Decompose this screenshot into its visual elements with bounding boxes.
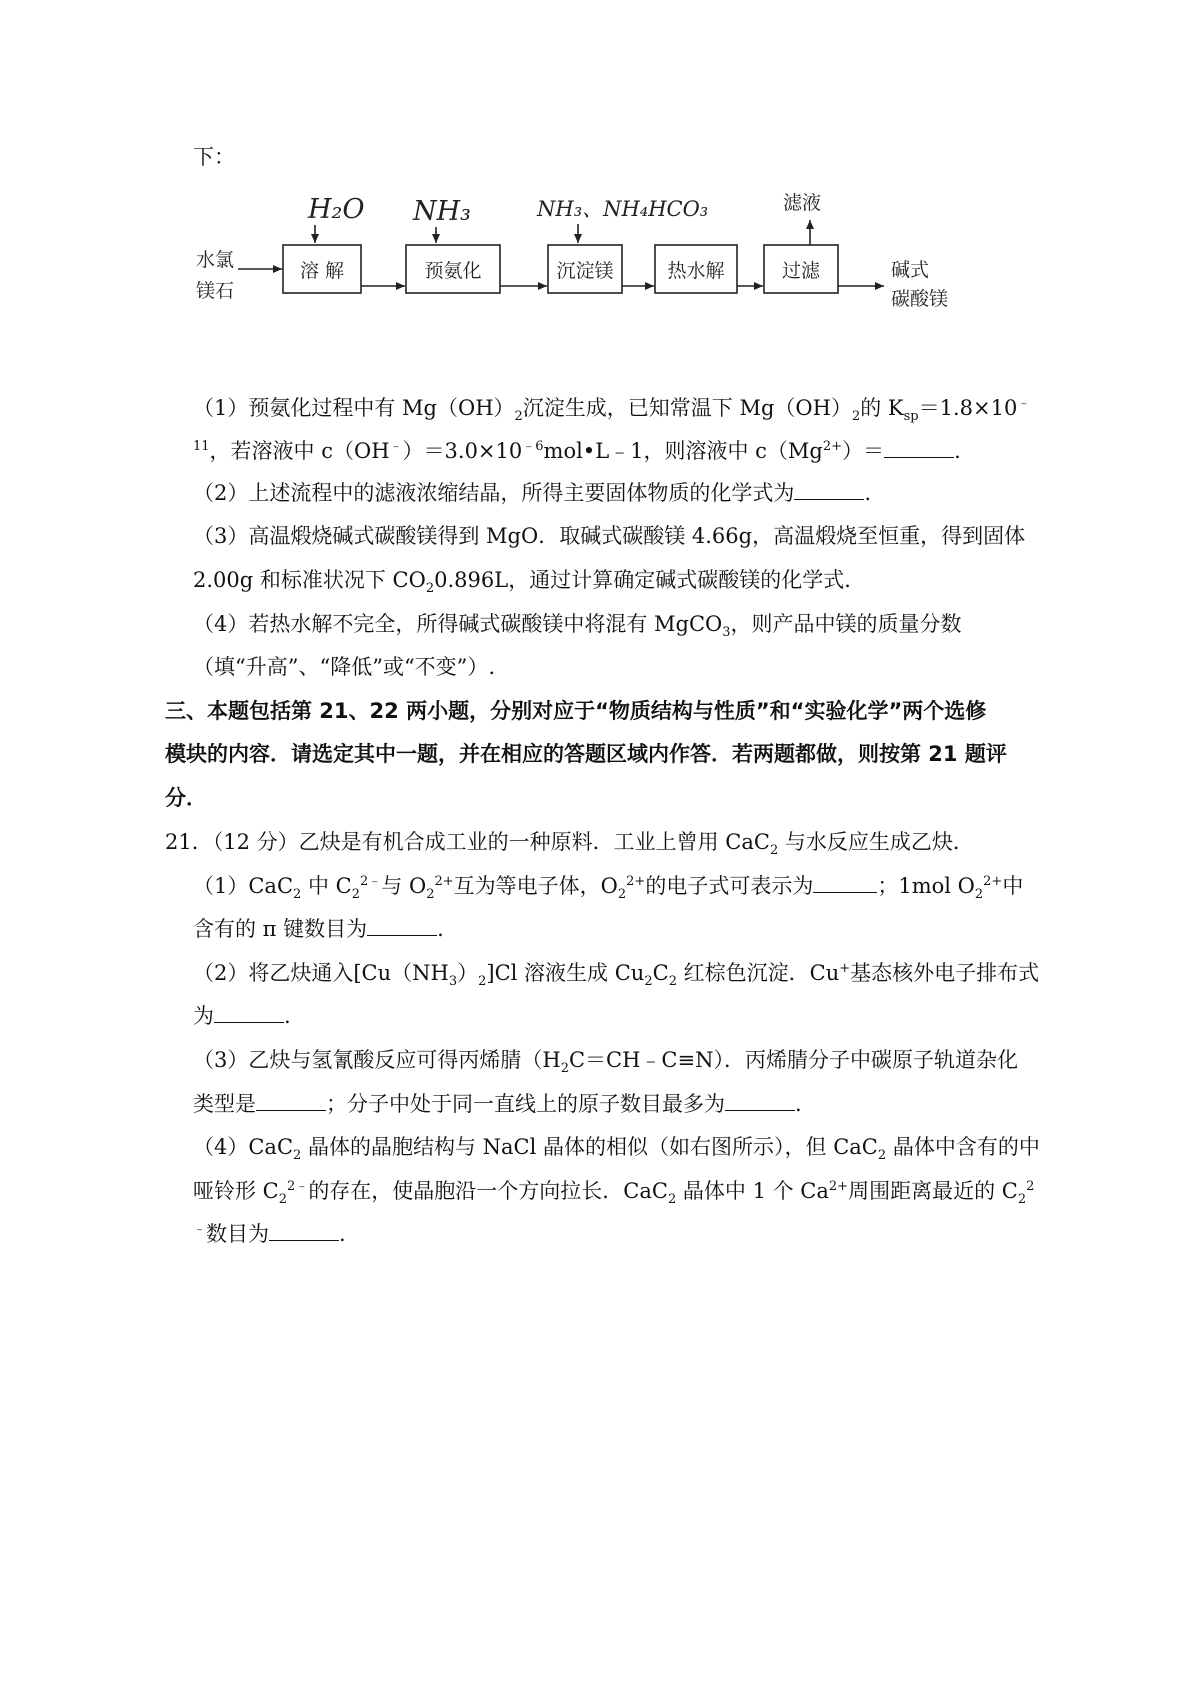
q21-part2-line2: 为 . (193, 1004, 291, 1028)
section3-line3: 分． (165, 786, 207, 810)
q21-part2-line1: （2）将乙炔通入$[Cu(NH_3)_2]Cl$ 溶液生成 $Cu_2C_2$ 红棕色沉淀．Cu+基态核外电子排布式 (193, 961, 1040, 990)
step-label-precipitate: 沉淀镁 (556, 260, 614, 282)
reagent-precipitate: NH₃、NH₄HCO₃ (537, 197, 709, 221)
q21-part3-line2: 类型是 ；分子中处于同一直线上的原子数目最多为 . (193, 1092, 802, 1116)
q21-part4-line2: 哑铃形 $C_2^{2﹣}$的存在，使晶胞沿一个方向拉长．CaC$_2$ 晶体中 1 个 $Ca^{2+}$周围距离最近的 $C_2^2$ (193, 1179, 1035, 1208)
q20-part3-line2: 2.00g 和标准状况下 $CO_20.896L$，通过计算确定碱式碳酸镁的化学式． (193, 568, 866, 597)
answer-blank[interactable] (214, 1004, 284, 1023)
flow-output-line2: 碳酸镁 (891, 288, 949, 310)
answer-blank[interactable] (794, 481, 864, 500)
reagent-ammonia: NH₃ (413, 196, 471, 227)
reagent-water: H₂O (308, 194, 365, 225)
answer-blank[interactable] (269, 1222, 339, 1241)
answer-blank[interactable] (725, 1092, 795, 1111)
flow-input-line2: 镁石 (196, 280, 235, 302)
section3-line1: 三、本题包括第 21、22 两小题，分别对应于“物质结构与性质”和“实验化学”两个选修 (165, 699, 987, 723)
q20-part2: （2）上述流程中的滤液浓缩结晶，所得主要固体物质的化学式为 . (193, 481, 872, 505)
flow-output-line1: 碱式 (891, 259, 930, 281)
step-label-filter: 过滤 (781, 260, 821, 282)
step-label-ammoniate: 预氨化 (424, 260, 482, 282)
q20-part1-line1: （1）预氨化过程中有 $Mg(OH)_2$沉淀生成，已知常温下 $Mg(OH)_2$的 $K_{sp}=1.8\times 10^﹣$ (193, 396, 1031, 425)
q20-part3-line1: （3）高温煅烧碱式碳酸镁得到 MgO．取碱式碳酸镁 4.66g，高温煅烧至恒重，得到固体 (193, 524, 1026, 548)
q20-part1-line2: $^{11}$，若溶液中 $c(OH^﹣)=3.0\times 10^{﹣6}mol•L﹣1$，则溶液中 $c(Mg^{2+})=$ . (193, 439, 961, 463)
section3-line2: 模块的内容．请选定其中一题，并在相应的答题区域内作答．若两题都做，则按第 21 题评 (165, 742, 1007, 766)
q21-part1-line2: 含有的 π 键数目为 . (193, 917, 444, 941)
q21-part3-line1: （3）乙炔与氢氰酸反应可得丙烯腈$(H_2C=CH﹣C\equiv N)$．丙烯腈分子中碳原子轨道杂化 (193, 1048, 1018, 1077)
process-flowchart (0, 0, 1200, 360)
q21-part4-line3: ﹣数目为 . (193, 1222, 346, 1246)
answer-blank[interactable] (884, 439, 954, 458)
answer-blank[interactable] (367, 917, 437, 936)
q21-heading: 21．（12 分）乙炔是有机合成工业的一种原料．工业上曾用 CaC$_2$ 与水反应生成乙炔． (165, 830, 974, 859)
flow-input-line1: 水氯 (196, 249, 235, 271)
answer-blank[interactable] (813, 874, 877, 893)
q20-part4-line2: （填“升高”、“降低”或“不变”）. (193, 655, 496, 679)
q20-part4-line1: （4）若热水解不完全，所得碱式碳酸镁中将混有 MgCO$_3$，则产品中镁的质量分数 (193, 612, 962, 641)
answer-blank[interactable] (256, 1092, 326, 1111)
step-label-dissolve: 溶 解 (299, 260, 345, 282)
byproduct-filtrate: 滤液 (783, 192, 822, 214)
q21-part1-line1: （1）CaC$_2$ 中 $C_2^{2﹣}$与 $O_2^{2+}$互为等电子体，$O_2^{2+}$的电子式可表示为 ；1mol $O_2^{2+}$中 (193, 874, 1024, 903)
q21-part4-line1: （4）CaC$_2$ 晶体的晶胞结构与 NaCl 晶体的相似（如右图所示），但 CaC$_2$ 晶体中含有的中 (193, 1135, 1040, 1164)
step-label-hydrolysis: 热水解 (667, 260, 725, 282)
intro-tail: 下： (193, 145, 235, 169)
